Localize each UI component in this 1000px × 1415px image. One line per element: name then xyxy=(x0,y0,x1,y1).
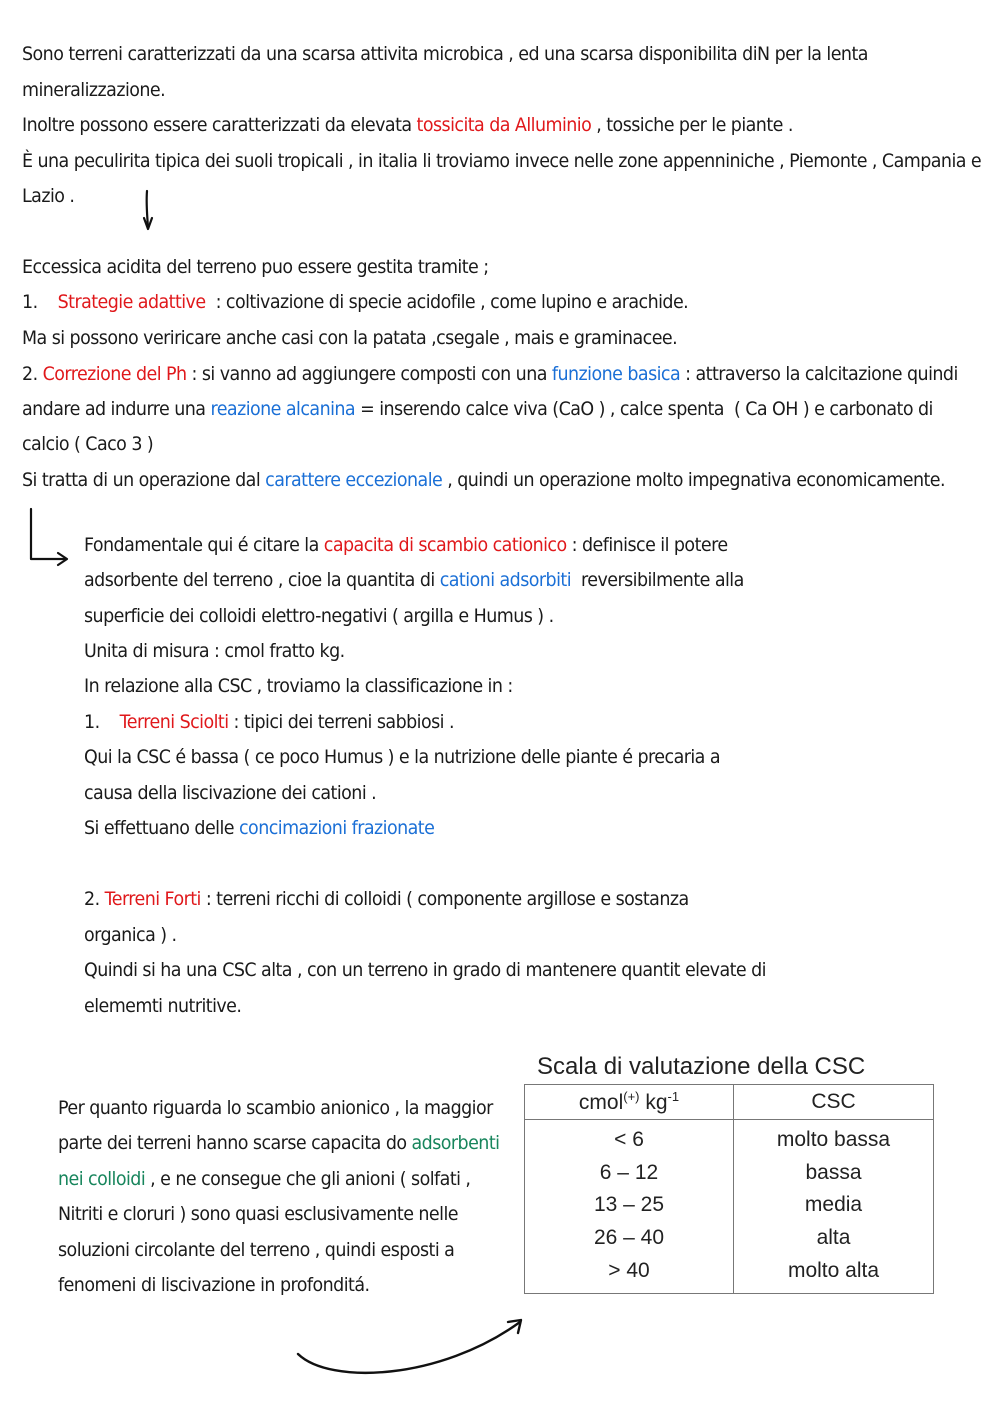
anion-line-4: Nitriti e cloruri ) sono quasi esclusivamente nelle xyxy=(58,1203,458,1225)
acid-text: = inserendo calce viva (CaO ) , calce spenta ( Ca OH ) e carbonato di xyxy=(355,398,933,420)
highlight-adsorbenti: adsorbenti xyxy=(411,1132,500,1154)
highlight-aluminium: tossicita da Alluminio xyxy=(416,114,592,136)
unit-exponent: -1 xyxy=(667,1089,680,1104)
csc-text: : definisce il potere xyxy=(566,534,728,556)
unit-base: cmol xyxy=(578,1091,624,1114)
intro-line-4: È una peculirita tipica dei suoli tropicali , in italia li troviamo invece nelle zone appenniniche , Piemonte , Campania e xyxy=(22,150,982,172)
highlight-funzione-basica: funzione basica xyxy=(551,363,681,385)
list-number: 1. xyxy=(22,291,58,313)
highlight-reazione: reazione alcanina xyxy=(210,398,356,420)
acid-line-6: calcio ( Caco 3 ) xyxy=(22,433,154,455)
range-cell: 26 – 40 xyxy=(525,1222,734,1255)
csc-text: reversibilmente alla xyxy=(571,569,744,591)
csc-line-8: causa della liscivazione dei cationi . xyxy=(84,782,377,804)
anion-text: , e ne consegue che gli anioni ( solfati , xyxy=(150,1168,471,1190)
intro-line-5: Lazio . xyxy=(22,185,75,207)
range-cell: < 6 xyxy=(525,1120,734,1157)
acid-line-1: Eccessica acidita del terreno puo essere gestita tramite ; xyxy=(22,256,489,278)
acid-line-3: Ma si possono veriricare anche casi con la patata ,csegale , mais e graminacee. xyxy=(22,327,678,349)
highlight-strategie: Strategie adattive xyxy=(57,291,206,313)
csc-text: Fondamentale qui é citare la xyxy=(84,534,324,556)
acid-text: andare ad indurre una xyxy=(22,398,211,420)
csc-line-5: In relazione alla CSC , troviamo la classificazione in : xyxy=(84,675,513,697)
highlight-concimazioni: concimazioni frazionate xyxy=(238,817,435,839)
anion-line-5: soluzioni circolante del terreno , quindi esposti a xyxy=(58,1239,455,1261)
highlight-correzione: Correzione del Ph xyxy=(42,363,187,385)
csc-line-4: Unita di misura : cmol fratto kg. xyxy=(84,640,345,662)
anion-text: parte dei terreni hanno scarse capacita do xyxy=(58,1132,412,1154)
down-arrow-icon xyxy=(144,191,152,229)
unit-kg: kg xyxy=(639,1091,668,1114)
rating-cell: molto alta xyxy=(734,1254,934,1293)
acid-text: : attraverso la calcitazione quindi xyxy=(680,363,958,385)
csc-text: adsorbente del terreno , cioe la quantita di xyxy=(84,569,440,591)
csc-line-12: Quindi si ha una CSC alta , con un terreno in grado di mantenere quantit elevate di xyxy=(84,959,766,981)
unit-superscript: (+) xyxy=(623,1089,640,1104)
acid-text: , quindi un operazione molto impegnativa economicamente. xyxy=(442,469,946,491)
highlight-capacita: capacita di scambio cationico xyxy=(323,534,567,556)
intro-line-1: Sono terreni caratterizzati da una scarsa attivita microbica , ed una scarsa disponibilita diN per la lenta xyxy=(22,43,868,65)
highlight-sciolti: Terreni Sciolti xyxy=(119,711,229,733)
acid-text: : si vanno ad aggiungere composti con una xyxy=(186,363,552,385)
csc-line-11: organica ) . xyxy=(84,924,177,946)
anion-line-6: fenomeni di liscivazione in profonditá. xyxy=(58,1274,370,1296)
list-number: 2. xyxy=(84,888,105,910)
range-cell: 13 – 25 xyxy=(525,1189,734,1222)
rating-cell: molto bassa xyxy=(734,1120,934,1157)
acid-text: Si tratta di un operazione dal xyxy=(22,469,266,491)
rating-cell: bassa xyxy=(734,1157,934,1190)
list-number: 1. xyxy=(84,711,120,733)
list-number: 2. xyxy=(22,363,43,385)
csc-line-7: Qui la CSC é bassa ( ce poco Humus ) e la nutrizione delle piante é precaria a xyxy=(84,746,720,768)
csc-line-13: elememti nutritive. xyxy=(84,995,242,1017)
highlight-carattere: carattere eccezionale xyxy=(265,469,443,491)
csc-line-3: superficie dei colloidi elettro-negativi ( argilla e Humus ) . xyxy=(84,605,554,627)
csc-text: : terreni ricchi di colloidi ( componente argillose e sostanza xyxy=(200,888,689,910)
intro-text: Inoltre possono essere caratterizzati da elevata xyxy=(22,114,417,136)
highlight-cationi: cationi adsorbiti xyxy=(439,569,572,591)
table-title: Scala di valutazione della CSC xyxy=(537,1053,866,1080)
intro-text: , tossiche per le piante . xyxy=(591,114,793,136)
csc-text: Si effettuano delle xyxy=(84,817,239,839)
rating-cell: alta xyxy=(734,1222,934,1255)
rating-cell: media xyxy=(734,1189,934,1222)
highlight-colloidi: nei colloidi xyxy=(58,1168,151,1190)
intro-line-2: mineralizzazione. xyxy=(22,79,166,101)
curved-arrow-icon xyxy=(298,1320,521,1373)
range-cell: 6 – 12 xyxy=(525,1157,734,1190)
range-cell: > 40 xyxy=(525,1254,734,1293)
column-header-csc: CSC xyxy=(734,1085,934,1120)
corner-arrow-icon xyxy=(31,509,67,565)
acid-text: : coltivazione di specie acidofile , come lupino e arachide. xyxy=(205,291,689,313)
csc-text: : tipici dei terreni sabbiosi . xyxy=(228,711,454,733)
highlight-forti: Terreni Forti xyxy=(104,888,201,910)
anion-line-1: Per quanto riguarda lo scambio anionico , la maggior xyxy=(58,1097,493,1119)
